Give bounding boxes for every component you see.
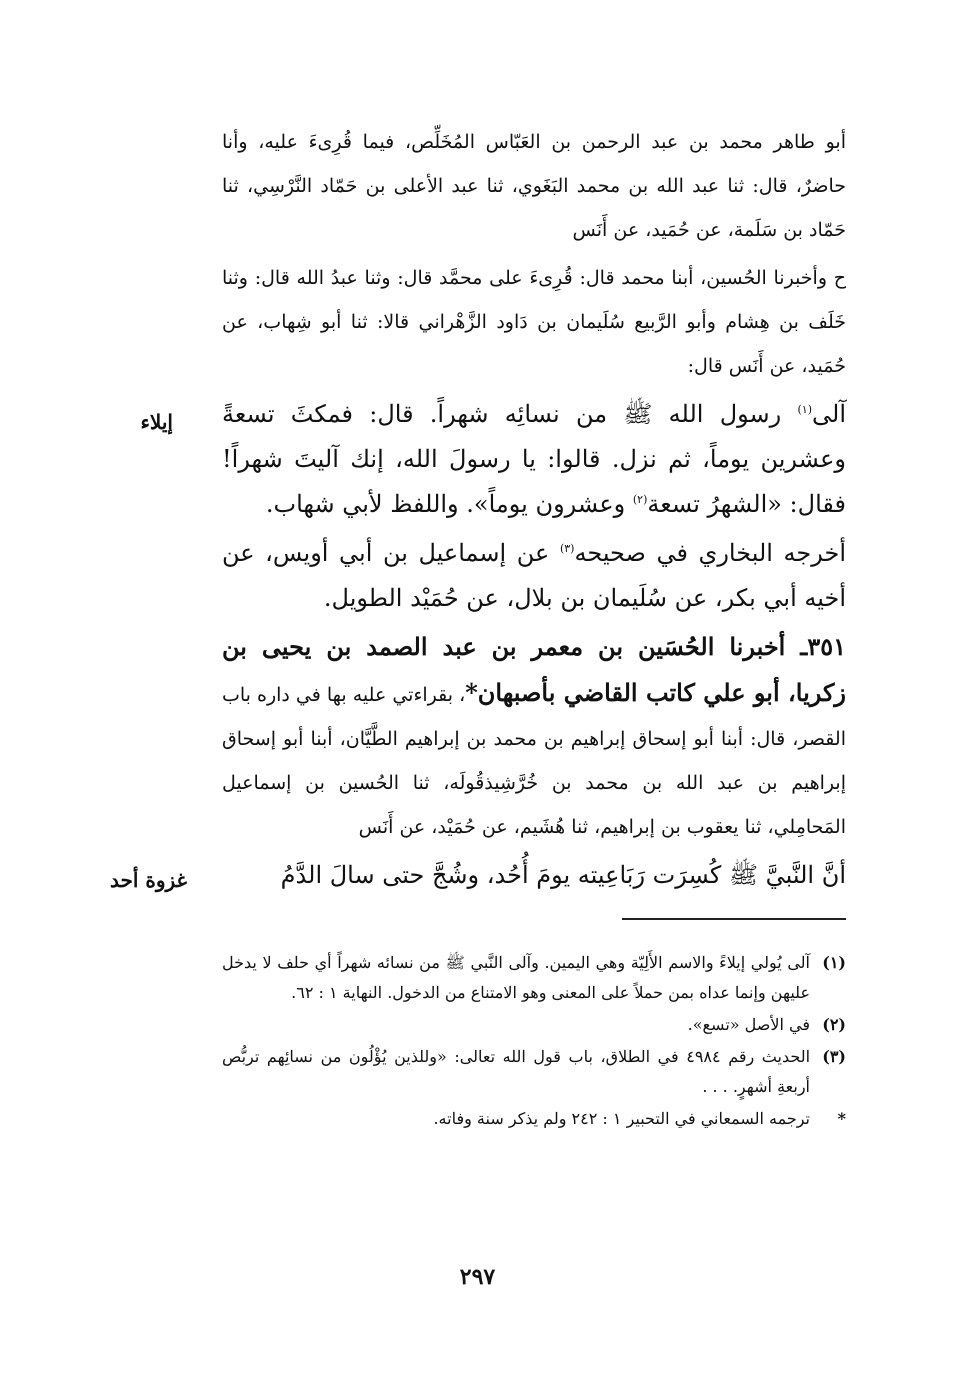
footnote-text: ترجمه السمعاني في التحبير ١ : ٢٤٢ ولم يذكر سنة وفاته. — [433, 1109, 810, 1128]
biography-star-ref[interactable]: * — [465, 678, 478, 707]
entry-351-matn: أنَّ النَّبيَّ ﷺ كُسِرَت رَبَاعِيته يومَ أُحُد، وشُجَّ حتى سالَ الدَّمُ — [280, 861, 846, 889]
hadith-text — [222, 392, 846, 527]
margin-label-uhud: غزوة أحد — [109, 868, 187, 892]
footnote-divider — [622, 918, 846, 920]
footnote-mark: * — [837, 1109, 846, 1128]
footnote-mark: (٢) — [822, 1015, 846, 1034]
footnote-ref-3[interactable]: (٣) — [559, 542, 575, 555]
main-text — [222, 120, 846, 902]
entry-chain: ، بقراءتي عليه بها في داره باب القصر، قال: أبنا أبو إسحاق إبراهيم بن محمد بن إبراهيم الطَّيَّان، أبنا أبو إسحاق إبراهيم بن عبد الله بن محمد بن خُرَّشِيذقُولَه، ثنا الحُسين بن إسماعيل المَحامِلي، ثنا يعقوب بن إبراهيم، ثنا هُشَيم، عن حُمَيْد، عن أَنَس — [222, 684, 846, 838]
takhrij-part: أخرجه البخاري في صحيحه — [574, 539, 846, 567]
footnote-text: في الأصل «تسع». — [687, 1015, 810, 1034]
page-number: ٢٩٧ — [459, 1264, 496, 1290]
footnote-star — [222, 1104, 846, 1134]
entry-narrator: أخبرنا الحُسَين بن معمر بن عبد الصمد بن يحيى بن زكريا، أبو علي كاتب القاضي بأصبهان — [222, 632, 846, 707]
hadith-part: رسول الله ﷺ من نسائِه شهراً. قال: فمكثَ تسعةً وعشرين يوماً، ثم نزل. قالوا: يا رسولَ الله، إنك آليتَ شهراً! فقال: «الشهرُ تسعة — [222, 400, 846, 518]
footnote-mark: (١) — [822, 953, 846, 972]
footnotes — [222, 948, 846, 1136]
takhrij-part: عن إسماعيل بن أبي أويس، عن أخيه أبي بكر، عن سُلَيمان بن بلال، عن حُمَيْد الطويل. — [222, 539, 846, 612]
footnote-ref-1[interactable]: (١) — [797, 403, 813, 416]
footnote-ref-2[interactable]: (٢) — [632, 493, 648, 506]
isnad-paragraph-1: أبو طاهر محمد بن عبد الرحمن بن العَبّاس المُخَلِّص، فيما قُرِىءَ عليه، وأنا حاضرٌ، قال: ثنا عبد الله بن محمد البَغَوي، ثنا عبد الأعلى بن حَمّاد النَّرْسِي، ثنا حَمّاد بن سَلَمة، عن حُمَيد، عن أَنَس — [222, 131, 846, 241]
footnote-1 — [222, 948, 846, 1008]
isnad-paragraph-2: ح وأخبرنا الحُسين، أبنا محمد قال: قُرِىءَ على محمَّد قال: وثنا عبدُ الله قال: وثنا خَلَف بن هِشام وأبو الرَّبيع سُلَيمان بن دَاود الزَّهْراني قالا: ثنا أبو شِهاب، عن حُمَيد، عن أَنَس قال: — [222, 267, 846, 377]
entry-number: ٣٥١ـ — [800, 632, 846, 661]
footnote-3 — [222, 1042, 846, 1102]
takhrij-text — [222, 531, 846, 621]
footnote-text: الحديث رقم ٤٩٨٤ في الطلاق، باب قول الله تعالى: «وللذين يُؤْلُون من نسائِهم تربُّص أربعةِ أشهرٍ. . . . — [222, 1047, 811, 1096]
footnote-text: آلى يُولي إيلاءً والاسم الأَلِيّة وهي اليمين. وآلى النَّبي ﷺ من نسائه شهراً أي حلف لا يدخل عليهن وإنما عداه بمن حملاً على المعنى وهو الامتناع من الدخول. النهاية ١ : ٦٢. — [222, 953, 810, 1002]
entry-351 — [222, 625, 846, 849]
margin-label-ila: إيلاء — [140, 410, 173, 434]
hadith-part: وعشرون يوماً». واللفظ لأبي شهاب. — [265, 490, 633, 518]
hadith-part: آلى — [812, 400, 846, 428]
footnote-mark: (٣) — [822, 1047, 846, 1066]
footnote-2 — [222, 1010, 846, 1040]
